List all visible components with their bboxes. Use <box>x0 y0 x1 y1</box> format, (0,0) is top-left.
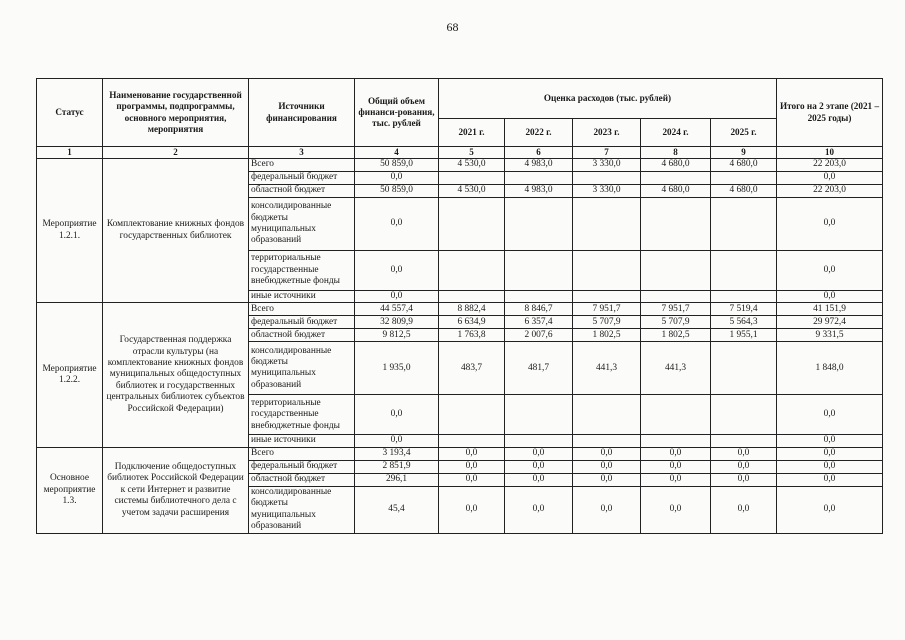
header-year-2021: 2021 г. <box>439 119 505 147</box>
row-name: Комплектование книжных фондов государственных библиотек <box>103 158 249 302</box>
stage-total-cell: 0,0 <box>777 290 883 302</box>
year-2021-cell <box>439 290 505 302</box>
header-status: Статус <box>37 79 103 147</box>
year-2024-cell: 0,0 <box>641 447 711 460</box>
year-2021-cell: 6 634,9 <box>439 316 505 329</box>
total-cell: 32 809,9 <box>355 316 439 329</box>
year-2021-cell: 4 530,0 <box>439 158 505 171</box>
stage-total-cell: 22 203,0 <box>777 184 883 197</box>
expenditure-table <box>36 78 883 534</box>
total-cell: 0,0 <box>355 290 439 302</box>
year-2023-cell: 0,0 <box>573 460 641 473</box>
source-cell: Всего <box>249 158 355 171</box>
stage-total-cell: 0,0 <box>777 395 883 435</box>
source-cell: территориальные государственные внебюджетные фонды <box>249 250 355 290</box>
column-number: 5 <box>439 147 505 159</box>
year-2024-cell: 0,0 <box>641 486 711 533</box>
year-2021-cell: 0,0 <box>439 486 505 533</box>
year-2022-cell: 8 846,7 <box>505 303 573 316</box>
total-cell: 1 935,0 <box>355 342 439 395</box>
row-status: Мероприятие 1.2.1. <box>37 158 103 302</box>
year-2024-cell: 441,3 <box>641 342 711 395</box>
row-status: Основное мероприятие 1.3. <box>37 447 103 533</box>
year-2024-cell: 7 951,7 <box>641 303 711 316</box>
year-2024-cell: 0,0 <box>641 460 711 473</box>
total-cell: 45,4 <box>355 486 439 533</box>
source-cell: Всего <box>249 447 355 460</box>
source-cell: областной бюджет <box>249 184 355 197</box>
stage-total-cell: 0,0 <box>777 435 883 447</box>
year-2021-cell <box>439 435 505 447</box>
column-number: 6 <box>505 147 573 159</box>
row-status: Мероприятие 1.2.2. <box>37 303 103 447</box>
column-number: 7 <box>573 147 641 159</box>
header-year-2023: 2023 г. <box>573 119 641 147</box>
year-2025-cell <box>711 395 777 435</box>
total-cell: 9 812,5 <box>355 329 439 342</box>
year-2025-cell <box>711 435 777 447</box>
year-2023-cell: 441,3 <box>573 342 641 395</box>
year-2024-cell <box>641 290 711 302</box>
source-cell: федеральный бюджет <box>249 171 355 184</box>
total-cell: 44 557,4 <box>355 303 439 316</box>
year-2021-cell <box>439 197 505 250</box>
source-cell: консолидированные бюджеты муниципальных образований <box>249 197 355 250</box>
year-2024-cell: 4 680,0 <box>641 184 711 197</box>
column-number: 2 <box>103 147 249 159</box>
year-2021-cell: 0,0 <box>439 460 505 473</box>
year-2024-cell: 4 680,0 <box>641 158 711 171</box>
year-2021-cell: 0,0 <box>439 473 505 486</box>
stage-total-cell: 0,0 <box>777 197 883 250</box>
page-number: 68 <box>446 20 459 34</box>
year-2023-cell <box>573 197 641 250</box>
column-number: 8 <box>641 147 711 159</box>
year-2025-cell: 0,0 <box>711 460 777 473</box>
column-number: 10 <box>777 147 883 159</box>
year-2021-cell <box>439 171 505 184</box>
row-name: Подключение общедоступных библиотек Российской Федерации к сети Интернет и развитие системы библиотечного дела с учетом задачи расширения <box>103 447 249 533</box>
year-2023-cell: 1 802,5 <box>573 329 641 342</box>
header-stage-total: Итого на 2 этапе (2021 – 2025 годы) <box>777 79 883 147</box>
year-2025-cell: 0,0 <box>711 486 777 533</box>
year-2022-cell <box>505 290 573 302</box>
total-cell: 50 859,0 <box>355 158 439 171</box>
year-2023-cell: 0,0 <box>573 447 641 460</box>
year-2023-cell: 3 330,0 <box>573 158 641 171</box>
header-total-volume: Общий объем финанси-рования, тыс. рублей <box>355 79 439 147</box>
year-2024-cell: 0,0 <box>641 473 711 486</box>
year-2023-cell <box>573 250 641 290</box>
year-2022-cell <box>505 250 573 290</box>
year-2025-cell: 7 519,4 <box>711 303 777 316</box>
year-2025-cell <box>711 197 777 250</box>
year-2022-cell: 4 983,0 <box>505 158 573 171</box>
total-cell: 0,0 <box>355 395 439 435</box>
year-2022-cell: 0,0 <box>505 460 573 473</box>
source-cell: областной бюджет <box>249 329 355 342</box>
stage-total-cell: 0,0 <box>777 250 883 290</box>
year-2025-cell: 0,0 <box>711 473 777 486</box>
year-2022-cell <box>505 395 573 435</box>
table-row <box>37 303 883 316</box>
year-2021-cell: 0,0 <box>439 447 505 460</box>
year-2025-cell: 0,0 <box>711 447 777 460</box>
year-2022-cell <box>505 197 573 250</box>
year-2022-cell: 0,0 <box>505 447 573 460</box>
year-2023-cell: 0,0 <box>573 486 641 533</box>
year-2023-cell: 5 707,9 <box>573 316 641 329</box>
column-number: 1 <box>37 147 103 159</box>
year-2023-cell: 0,0 <box>573 473 641 486</box>
table-row <box>37 447 883 460</box>
header-sources: Источники финансирования <box>249 79 355 147</box>
source-cell: иные источники <box>249 435 355 447</box>
stage-total-cell: 0,0 <box>777 486 883 533</box>
source-cell: консолидированные бюджеты муниципальных образований <box>249 486 355 533</box>
source-cell: иные источники <box>249 290 355 302</box>
year-2022-cell <box>505 171 573 184</box>
year-2023-cell <box>573 290 641 302</box>
year-2024-cell <box>641 250 711 290</box>
total-cell: 0,0 <box>355 197 439 250</box>
stage-total-cell: 29 972,4 <box>777 316 883 329</box>
year-2024-cell <box>641 171 711 184</box>
total-cell: 0,0 <box>355 250 439 290</box>
row-name: Государственная поддержка отрасли культуры (на комплектование книжных фондов муниципальных общедоступных библиотек и государственных центральных библиотек субъектов Российской Федерации) <box>103 303 249 447</box>
year-2024-cell <box>641 395 711 435</box>
stage-total-cell: 9 331,5 <box>777 329 883 342</box>
total-cell: 296,1 <box>355 473 439 486</box>
year-2021-cell <box>439 395 505 435</box>
source-cell: территориальные государственные внебюджетные фонды <box>249 395 355 435</box>
total-cell: 3 193,4 <box>355 447 439 460</box>
table-row <box>37 158 883 171</box>
total-cell: 2 851,9 <box>355 460 439 473</box>
year-2025-cell <box>711 171 777 184</box>
header-name: Наименование государственной программы, подпрограммы, основного мероприятия, мероприятия <box>103 79 249 147</box>
source-cell: Всего <box>249 303 355 316</box>
year-2023-cell <box>573 171 641 184</box>
header-year-2024: 2024 г. <box>641 119 711 147</box>
year-2024-cell <box>641 197 711 250</box>
year-2023-cell <box>573 395 641 435</box>
total-cell: 50 859,0 <box>355 184 439 197</box>
year-2022-cell: 2 007,6 <box>505 329 573 342</box>
stage-total-cell: 41 151,9 <box>777 303 883 316</box>
year-2025-cell: 5 564,3 <box>711 316 777 329</box>
year-2022-cell: 0,0 <box>505 473 573 486</box>
year-2023-cell: 3 330,0 <box>573 184 641 197</box>
year-2022-cell: 481,7 <box>505 342 573 395</box>
total-cell: 0,0 <box>355 435 439 447</box>
year-2021-cell: 483,7 <box>439 342 505 395</box>
header-year-2025: 2025 г. <box>711 119 777 147</box>
year-2024-cell <box>641 435 711 447</box>
year-2025-cell <box>711 342 777 395</box>
stage-total-cell: 0,0 <box>777 473 883 486</box>
year-2022-cell: 0,0 <box>505 486 573 533</box>
year-2023-cell <box>573 435 641 447</box>
year-2025-cell <box>711 250 777 290</box>
header-year-2022: 2022 г. <box>505 119 573 147</box>
stage-total-cell: 22 203,0 <box>777 158 883 171</box>
column-number: 4 <box>355 147 439 159</box>
year-2024-cell: 5 707,9 <box>641 316 711 329</box>
year-2021-cell: 8 882,4 <box>439 303 505 316</box>
year-2025-cell: 4 680,0 <box>711 184 777 197</box>
source-cell: федеральный бюджет <box>249 460 355 473</box>
source-cell: федеральный бюджет <box>249 316 355 329</box>
year-2023-cell: 7 951,7 <box>573 303 641 316</box>
year-2021-cell: 1 763,8 <box>439 329 505 342</box>
year-2022-cell: 6 357,4 <box>505 316 573 329</box>
year-2021-cell: 4 530,0 <box>439 184 505 197</box>
column-number: 3 <box>249 147 355 159</box>
year-2021-cell <box>439 250 505 290</box>
stage-total-cell: 0,0 <box>777 460 883 473</box>
year-2025-cell: 4 680,0 <box>711 158 777 171</box>
year-2022-cell <box>505 435 573 447</box>
year-2022-cell: 4 983,0 <box>505 184 573 197</box>
year-2025-cell: 1 955,1 <box>711 329 777 342</box>
source-cell: консолидированные бюджеты муниципальных образований <box>249 342 355 395</box>
total-cell: 0,0 <box>355 171 439 184</box>
stage-total-cell: 0,0 <box>777 447 883 460</box>
stage-total-cell: 1 848,0 <box>777 342 883 395</box>
year-2024-cell: 1 802,5 <box>641 329 711 342</box>
stage-total-cell: 0,0 <box>777 171 883 184</box>
column-number: 9 <box>711 147 777 159</box>
year-2025-cell <box>711 290 777 302</box>
column-numbers-row <box>37 147 883 159</box>
source-cell: областной бюджет <box>249 473 355 486</box>
header-estimate: Оценка расходов (тыс. рублей) <box>439 79 777 119</box>
